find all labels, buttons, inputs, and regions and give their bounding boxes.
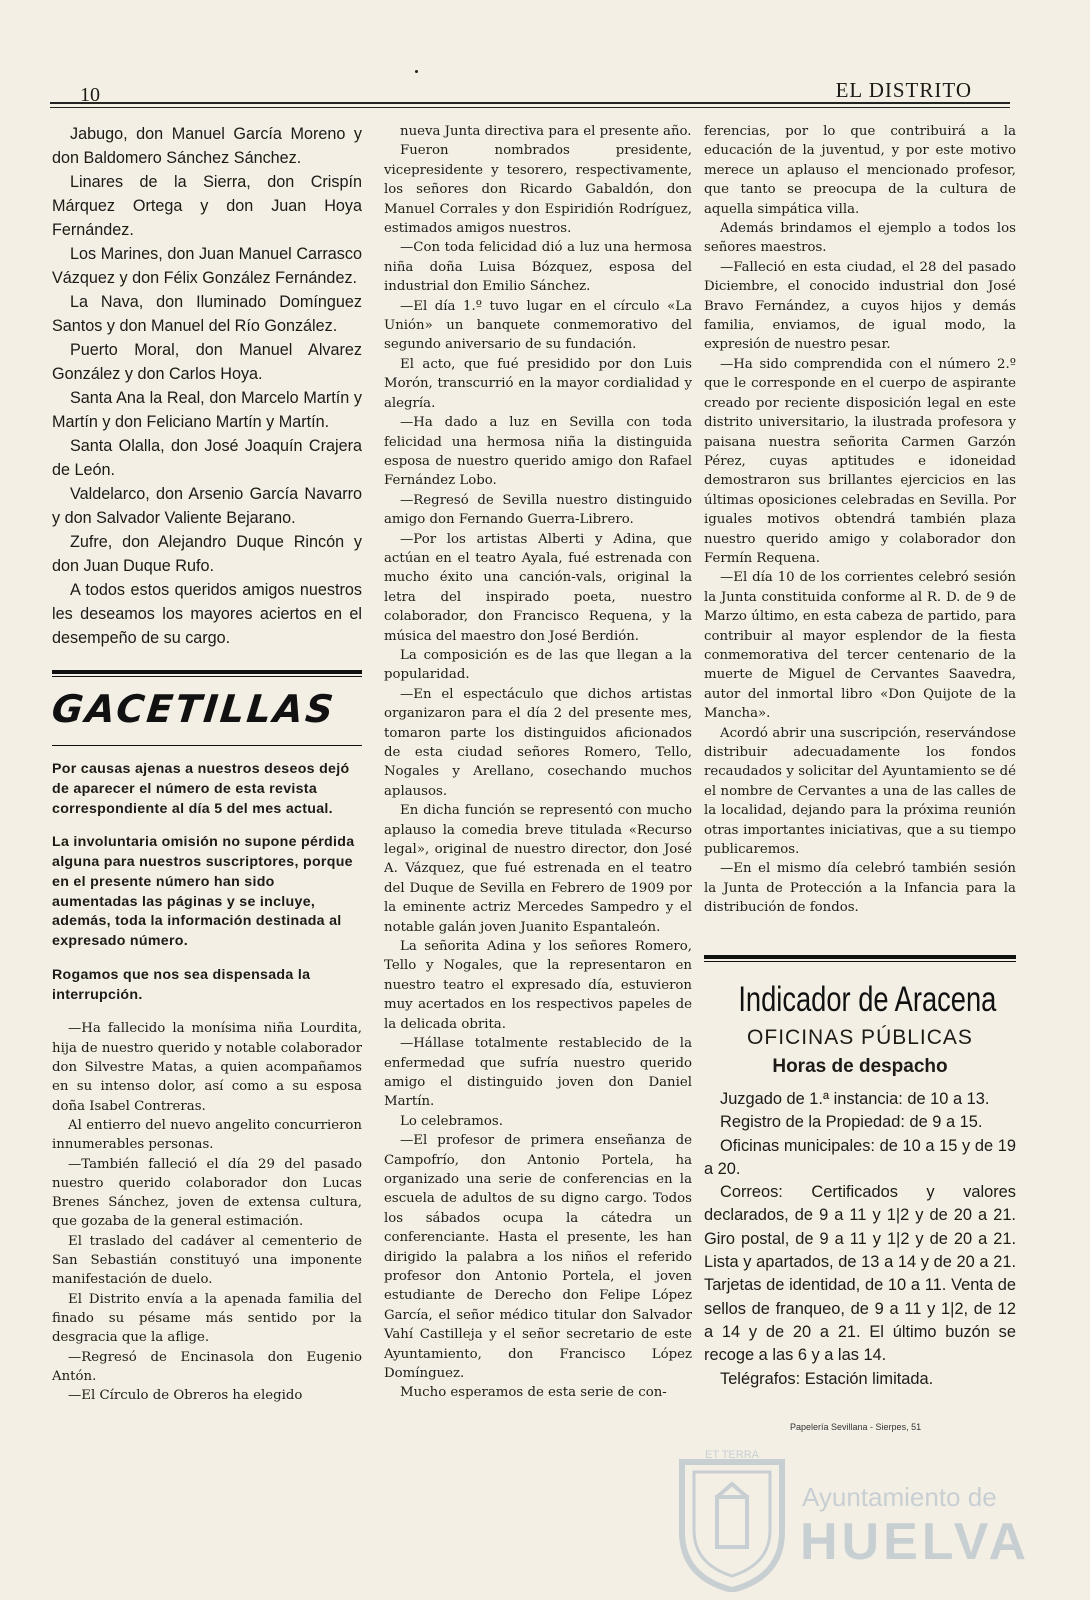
- news-paragraph: En dicha función se representó con mucho aplauso la comedia breve titulada «Recurso legal», original de nuestro director, don José A. Vázquez, que fué estrenada en el teatro del Duque de Sevilla en Febrero de 1909 por la eminente actriz Mercedes Sampedro y el notable galán joven Juanito Espantaleón.: [384, 803, 692, 935]
- news-paragraph: Acordó abrir una suscripción, reservándose distribuir adecuadamente los fondos recaudados y solicitar del Ayuntamiento se dé el nombre de Cervantes a una de las calles de la localidad, dejando para la próxima reunión otras importantes iniciativas, que a su tiempo publicaremos.: [704, 725, 1016, 858]
- news-paragraph: Lo celebramos.: [400, 1113, 503, 1129]
- indicator-line: Juzgado de 1.ª instancia: de 10 a 13.: [720, 1090, 990, 1108]
- watermark-line-2: HUELVA: [800, 1513, 1031, 1571]
- news-paragraph: —Ha dado a luz en Sevilla con toda felicidad una hermosa niña la distinguida esposa de nuestro querido amigo don Rafael Fernández Lobo.: [384, 415, 692, 489]
- crest-text: ET TERRA: [705, 1449, 759, 1461]
- indicator-title: Indicador de Aracena: [738, 980, 997, 1019]
- indicator-subtitle: OFICINAS PÚBLICAS: [747, 1026, 973, 1049]
- news-paragraph: —El día 1.º tuvo lugar en el círculo «La Unión» un banquete conmemorativo del segundo aniversario de su fundación.: [384, 298, 692, 353]
- news-paragraph: nueva Junta directiva para el presente año.: [400, 124, 692, 139]
- section-title: GACETILLAS: [49, 687, 338, 731]
- news-paragraph: —Falleció en esta ciudad, el 28 del pasado Diciembre, el conocido industrial don José Bravo Fernández, a cuyos hijos y demás familia, enviamos, de igual modo, la expresión de nuestro pesar.: [704, 259, 1016, 353]
- news-paragraph: Al entierro del nuevo angelito concurrieron innumerables personas.: [52, 1117, 362, 1153]
- notice-block: [52, 760, 362, 1005]
- coat-of-arms-icon: [672, 1442, 792, 1592]
- news-paragraph: Además brindamos el ejemplo a todos los señores maestros.: [704, 221, 1016, 256]
- column-3: [704, 122, 1016, 918]
- list-item: Jabugo, don Manuel García Moreno y don Baldomero Sánchez Sánchez.: [52, 125, 362, 167]
- news-paragraph: —Hállase totalmente restablecido de la enfermedad que sufría nuestro querido amigo el distinguido joven don Daniel Martín.: [384, 1036, 692, 1110]
- list-item: Valdelarco, don Arsenio García Navarro y don Salvador Valiente Bejarano.: [52, 485, 362, 527]
- header-rule-thick: [50, 102, 1010, 104]
- indicator-line: Registro de la Propiedad: de 9 a 15.: [720, 1113, 983, 1132]
- watermark-line-1: Ayuntamiento de: [802, 1482, 997, 1512]
- indicator-body: [704, 1088, 1016, 1391]
- news-block: [52, 1019, 362, 1405]
- list-item: Linares de la Sierra, don Crispín Márquez Ortega y don Juan Hoya Fernández.: [52, 173, 362, 239]
- notice-paragraph: Rogamos que nos sea dispensada la interrupción.: [52, 966, 311, 1003]
- indicator-line: Telégrafos: Estación limitada.: [720, 1369, 934, 1388]
- appointments-list: [52, 122, 362, 650]
- section-rule-thin: [52, 676, 362, 677]
- news-paragraph: ferencias, por lo que contribuirá a la educación de la juventud, y por este motivo merece un aplauso el mencionado profesor, que tanto se preocupa de la cultura de aquella simpática villa.: [704, 124, 1016, 217]
- news-paragraph: —Por los artistas Alberti y Adina, que actúan en el teatro Ayala, fué estrenada con mucho éxito una canción-vals, original la letra del inspirado poeta, nuestro colaborador, don Francisco Requena, y la música del maestro don José Berdión.: [384, 531, 692, 644]
- indicator-hours-title: Horas de despacho: [772, 1056, 948, 1077]
- news-paragraph: El acto, que fué presidido por don Luis Morón, transcurrió en la mayor cordialidad y alegría.: [384, 356, 692, 411]
- list-item: A todos estos queridos amigos nuestros les deseamos los mayores aciertos en el desempeño de su cargo.: [52, 581, 362, 647]
- list-item: Santa Olalla, don José Joaquín Crajera de León.: [52, 437, 362, 479]
- notice-paragraph: Por causas ajenas a nuestros deseos dejó de aparecer el número de esta revista correspondiente al día 5 del mes actual.: [52, 761, 350, 817]
- column-1: [49, 122, 362, 1405]
- page-header: [50, 78, 1010, 110]
- indicator-box: [704, 955, 1016, 1391]
- notice-paragraph: La involuntaria omisión no supone pérdida alguna para nuestros suscriptores, porque en el presente número han sido aumentadas las páginas y se incluye, además, toda la información destinada al expresado número.: [52, 834, 355, 949]
- list-item: Zufre, don Alejandro Duque Rincón y don Juan Duque Rufo.: [52, 533, 362, 575]
- indicator-line: Oficinas municipales: de 10 a 15 y de 19 a 20.: [704, 1136, 1016, 1178]
- news-paragraph: Mucho esperamos de esta serie de con-: [400, 1385, 667, 1401]
- list-item: La Nava, don Iluminado Domínguez Santos y don Manuel del Río González.: [52, 293, 362, 335]
- news-paragraph: —Con toda felicidad dió a luz una hermosa niña doña Luisa Bózquez, esposa del industrial don Emilio Sánchez.: [384, 240, 692, 295]
- indicator-line: Correos: Certificados y valores declarados, de 9 a 11 y 1|2 y de 20 a 21. Giro postal, de 9 a 11 y 1|2 y de 20 a 21. Lista y apartados, de 13 a 14 y de 20 a 21. Tarjetas de identidad, de 10 a 11. Venta de sellos de franqueo, de 9 a 11 y 1|2, de 12 a 14 y de 20 a 21. El último buzón se recoge a las 6 y a las 14.: [704, 1183, 1016, 1365]
- news-paragraph: —También falleció el día 29 del pasado nuestro querido colaborador don Lucas Brenes Sánchez, joven de extensa cultura, que gozaba de la general estimación.: [52, 1156, 362, 1230]
- news-paragraph: El traslado del cadáver al cementerio de San Sebastián constituyó una imponente manifestación de duelo.: [52, 1233, 362, 1288]
- column-2: [384, 122, 692, 1403]
- list-item: Los Marines, don Juan Manuel Carrasco Vázquez y don Félix González Fernández.: [52, 245, 362, 287]
- news-paragraph: —En el espectáculo que dichos artistas organizaron para el día 2 del presente mes, tomaron parte los distinguidos aficionados de esta ciudad señores Romero, Tello, Nogales y Arellano, cosechando muchos aplausos.: [384, 686, 692, 799]
- section-rule-thick: [52, 670, 362, 674]
- indicator-rule-thin: [704, 961, 1016, 962]
- list-item: Santa Ana la Real, don Marcelo Martín y Martín y don Feliciano Martín y Martín.: [52, 389, 362, 431]
- news-paragraph: La señorita Adina y los señores Romero, Tello y Nogales, que la representaron en nuestro teatro el expresado día, estuvieron muy acertados en los respectivos papeles de la delicada obrita.: [384, 939, 692, 1032]
- news-paragraph: —Regresó de Sevilla nuestro distinguido amigo don Fernando Guerra-Librero.: [384, 492, 692, 528]
- list-item: Puerto Moral, don Manuel Alvarez González y don Carlos Hoya.: [52, 341, 362, 383]
- section-title-rule: [52, 745, 362, 746]
- news-paragraph: Fueron nombrados presidente, vicepresidente y tesorero, respectivamente, los señores don Ricardo Gabaldón, don Manuel Corrales y don Espiridión Rodríguez, estimados amigos nuestros.: [384, 143, 692, 237]
- news-paragraph: El Distrito envía a la apenada familia del finado su pésame más sentido por la desgracia que la aflige.: [52, 1291, 362, 1346]
- printer-imprint: Papelería Sevillana - Sierpes, 51: [790, 1422, 922, 1432]
- news-paragraph: —El profesor de primera enseñanza de Campofrío, don Antonio Portela, ha organizado una serie de conferencias en la escuela de adultos de su digno cargo. Todos los sábados ocupa la cátedra un conferenciante. Hasta el presente, les han dirigido la palabra a los niños el referido profesor don Antonio Portela, el joven estudiante de Derecho don Felipe López García, el señor médico titular don Salvador Vahí Castilleja y el señor secretario de este Ayuntamiento, don Francisco López Domínguez.: [384, 1133, 692, 1381]
- news-paragraph: —Ha sido comprendida con el número 2.º que le corresponde en el cuerpo de aspirante creado por reciente disposición legal en este distrito universitario, la ilustrada profesora y paisana nuestra señorita Carmen Garzón Pérez, cuyas aptitudes e idoneidad demostraron sus brillantes ejercicios en las últimas oposiciones celebradas en Sevilla. Por iguales motivos obtendrá también plaza nuestro querido amigo y colaborador don Fermín Requena.: [704, 356, 1016, 566]
- news-paragraph: —En el mismo día celebró también sesión la Junta de Protección a la Infancia para la distribución de fondos.: [704, 861, 1016, 916]
- indicator-rule-thick: [704, 955, 1016, 959]
- print-dot: [415, 70, 418, 73]
- archive-watermark: [672, 1442, 1032, 1592]
- news-paragraph: La composición es de las que llegan a la popularidad.: [384, 647, 692, 683]
- publication-title: EL DISTRITO: [835, 78, 972, 102]
- header-rule-thin: [50, 107, 1010, 108]
- news-paragraph: —El Círculo de Obreros ha elegido: [68, 1388, 303, 1404]
- news-paragraph: —Ha fallecido la monísima niña Lourdita, hija de nuestro querido y notable colaborador don Silvestre Matas, a quien acompañamos en su intenso dolor, así como a su esposa doña Isabel Contreras.: [52, 1021, 362, 1114]
- news-paragraph: —El día 10 de los corrientes celebró sesión la Junta constituida conforme al R. D. de 9 de Marzo último, en esta cabeza de partido, para contribuir al mayor esplendor de la fiesta conmemorativa del tercer centenario de la muerte de Miguel de Cervantes Saavedra, autor del inmortal libro «Don Quijote de la Mancha».: [704, 570, 1016, 722]
- page-number: 10: [80, 84, 100, 106]
- news-paragraph: —Regresó de Encinasola don Eugenio Antón.: [52, 1349, 362, 1384]
